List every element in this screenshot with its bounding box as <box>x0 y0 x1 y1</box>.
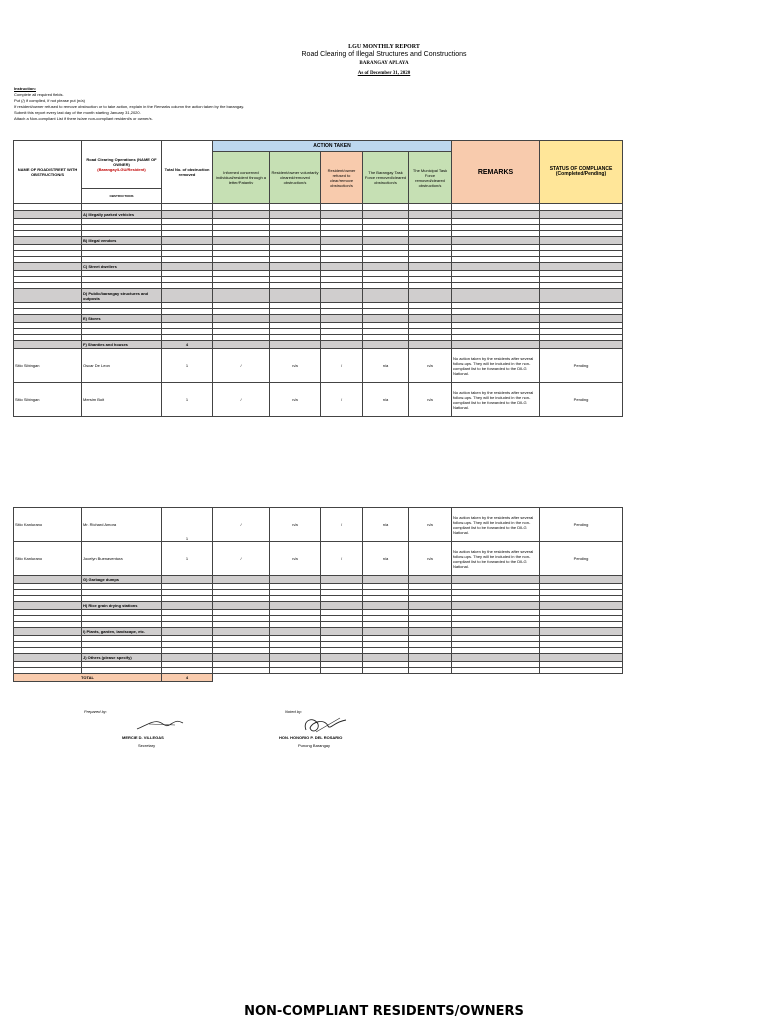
cell-road: Sitio Sibingan <box>14 349 82 383</box>
cell-action-3: / <box>321 508 363 542</box>
report-table <box>13 140 623 417</box>
cell-total: 1 <box>162 508 213 542</box>
header-status: STATUS OF COMPLIANCE (Completed/Pending) <box>540 141 623 204</box>
report-subtitle: Road Clearing of Illegal Structures and Constructions <box>301 51 467 58</box>
cell-total: 1 <box>162 349 213 383</box>
table-row <box>14 542 623 576</box>
cell-owner: Mersim Boit <box>82 383 162 417</box>
cell-owner: Jocelyn Buenaventura <box>82 542 162 576</box>
noted-by-name: HON. HONORIO P. DEL ROSARIO <box>279 735 343 740</box>
cell-action-1: / <box>213 508 270 542</box>
cell-status: Pending <box>540 383 623 417</box>
cell-owner: Oscar De Leon <box>82 349 162 383</box>
cell-action-3: / <box>321 349 363 383</box>
instructions-title: Instruction: <box>14 86 36 91</box>
prepared-by-title: Secretary <box>138 743 156 748</box>
table-row <box>14 383 623 417</box>
instruction-line: Put (/) if complied, if not please put (n/a) <box>14 98 85 103</box>
cell-action-5: n/a <box>409 349 452 383</box>
cell-action-4: n/a <box>363 508 409 542</box>
category-label: F) Shanties and houses <box>82 341 162 349</box>
header-operations-title: Road Clearing Operations (NAME OF OWNER) <box>86 157 157 167</box>
signature-prepared <box>135 716 185 732</box>
cell-road: Sitio Kanlurano <box>14 508 82 542</box>
category-row <box>14 237 623 245</box>
cell-remarks: No action taken by the residents after several follow-ups. They will be included in the non-compliant list to be forwarded to the DILG National. <box>452 383 540 417</box>
category-row <box>14 654 623 662</box>
cell-total: 1 <box>162 542 213 576</box>
cell-action-4: n/a <box>363 349 409 383</box>
cell-action-1: / <box>213 542 270 576</box>
noted-by-label: Noted by: <box>285 709 303 714</box>
cell-action-2: n/a <box>270 542 321 576</box>
prepared-by-label: Prepared by: <box>84 709 107 714</box>
report-title: LGU MONTHLY REPORT <box>348 44 420 50</box>
category-row <box>14 315 623 323</box>
cell-total: 1 <box>162 383 213 417</box>
total-label: TOTAL <box>14 674 162 682</box>
cell-action-1: / <box>213 383 270 417</box>
header-action-taken: ACTION TAKEN <box>213 141 452 152</box>
cell-road: Sitio Kanlurano <box>14 542 82 576</box>
header-road: NAME OF ROAD/STREET WITH OBSTRUCTION/S <box>14 141 82 204</box>
category-total: 4 <box>162 341 213 349</box>
header-obstructions: OBSTRUCTIONS <box>82 189 162 204</box>
cell-action-2: n/a <box>270 349 321 383</box>
instruction-line: Attach a Non-compliant List if there is/are non-compliant resident/s or owner/s. <box>14 116 153 121</box>
category-label: J) Others (please specify) <box>82 654 162 662</box>
category-label: G) Garbage dumps <box>82 576 162 584</box>
category-label: A) Illegally parked vehicles <box>82 211 162 219</box>
category-label: H) Rice grain drying stations <box>82 602 162 610</box>
cell-remarks: No action taken by the residents after several follow-ups. They will be included in the non-compliant list to be forwarded to the DILG National. <box>452 349 540 383</box>
category-row <box>14 576 623 584</box>
category-label: I) Plants, garden, landscape, etc. <box>82 628 162 636</box>
category-label: D) Public/barangay structures and outposts <box>82 289 162 303</box>
header-remarks: REMARKS <box>452 141 540 204</box>
category-row <box>14 341 623 349</box>
cell-action-2: n/a <box>270 508 321 542</box>
table-row <box>14 349 623 383</box>
instruction-line: Submit this report every last day of the month starting January 31,2020. <box>14 110 141 115</box>
cell-road: Sitio Sibingan <box>14 383 82 417</box>
report-date: As of December 31, 2020 <box>357 71 411 76</box>
category-row <box>14 289 623 303</box>
instruction-line: Complete all required fields. <box>14 92 64 97</box>
category-label: B) Illegal vendors <box>82 237 162 245</box>
cell-action-3: / <box>321 542 363 576</box>
header-total: Total No. of obstruction removed <box>162 141 213 204</box>
cell-status: Pending <box>540 542 623 576</box>
table-row <box>14 508 623 542</box>
total-value: 4 <box>162 674 213 682</box>
instructions <box>14 86 244 122</box>
noted-by-title: Punong Barangay <box>298 743 331 748</box>
header-action-5: The Municipal Task Force removed/cleared obstruction/s <box>409 152 452 204</box>
cell-action-2: n/a <box>270 383 321 417</box>
report-table-continued <box>13 507 623 682</box>
cell-action-5: n/a <box>409 383 452 417</box>
cell-status: Pending <box>540 508 623 542</box>
instruction-line: If resident/owner refused to remove obstruction or to take action, explain in the Remarks column the action taken by the barangay. <box>14 104 245 109</box>
signature-noted <box>300 714 348 736</box>
cell-remarks: No action taken by the residents after several follow-ups. They will be included in the non-compliant list to be forwarded to the DILG National. <box>452 508 540 542</box>
category-row <box>14 628 623 636</box>
category-row <box>14 602 623 610</box>
category-row <box>14 211 623 219</box>
cell-action-5: n/a <box>409 542 452 576</box>
non-compliant-title: NON-COMPLIANT RESIDENTS/OWNERS <box>244 1004 524 1019</box>
cell-action-5: n/a <box>409 508 452 542</box>
cell-action-4: n/a <box>363 383 409 417</box>
category-row <box>14 263 623 271</box>
cell-action-4: n/a <box>363 542 409 576</box>
header-action-1: Informed concerned individual/resident through a letter/Patantiv <box>213 152 270 204</box>
prepared-by-name: MERCIE D. VILLEGAS <box>122 735 164 740</box>
cell-status: Pending <box>540 349 623 383</box>
header-operations <box>82 141 162 189</box>
cell-owner: Mr. Richard Amora <box>82 508 162 542</box>
header-action-2: Resident/owner voluntarily cleared/removed obstruction/s <box>270 152 321 204</box>
barangay-name: BARANGAY APLAYA <box>359 61 409 66</box>
header-operations-owner: (Barangay/LGU/Resident) <box>97 167 146 172</box>
cell-action-3: / <box>321 383 363 417</box>
header-action-4: The Barangay Task Force removed/cleared obstruction/s <box>363 152 409 204</box>
spacer-row <box>14 204 623 211</box>
cell-remarks: No action taken by the residents after several follow-ups. They will be included in the non-compliant list to be forwarded to the DILG National. <box>452 542 540 576</box>
category-label: C) Street dwellers <box>82 263 162 271</box>
header-action-3: Resident/owner refused to clear/remove obstruction/s <box>321 152 363 204</box>
category-label: E) Stores <box>82 315 162 323</box>
total-row <box>14 674 623 682</box>
cell-action-1: / <box>213 349 270 383</box>
